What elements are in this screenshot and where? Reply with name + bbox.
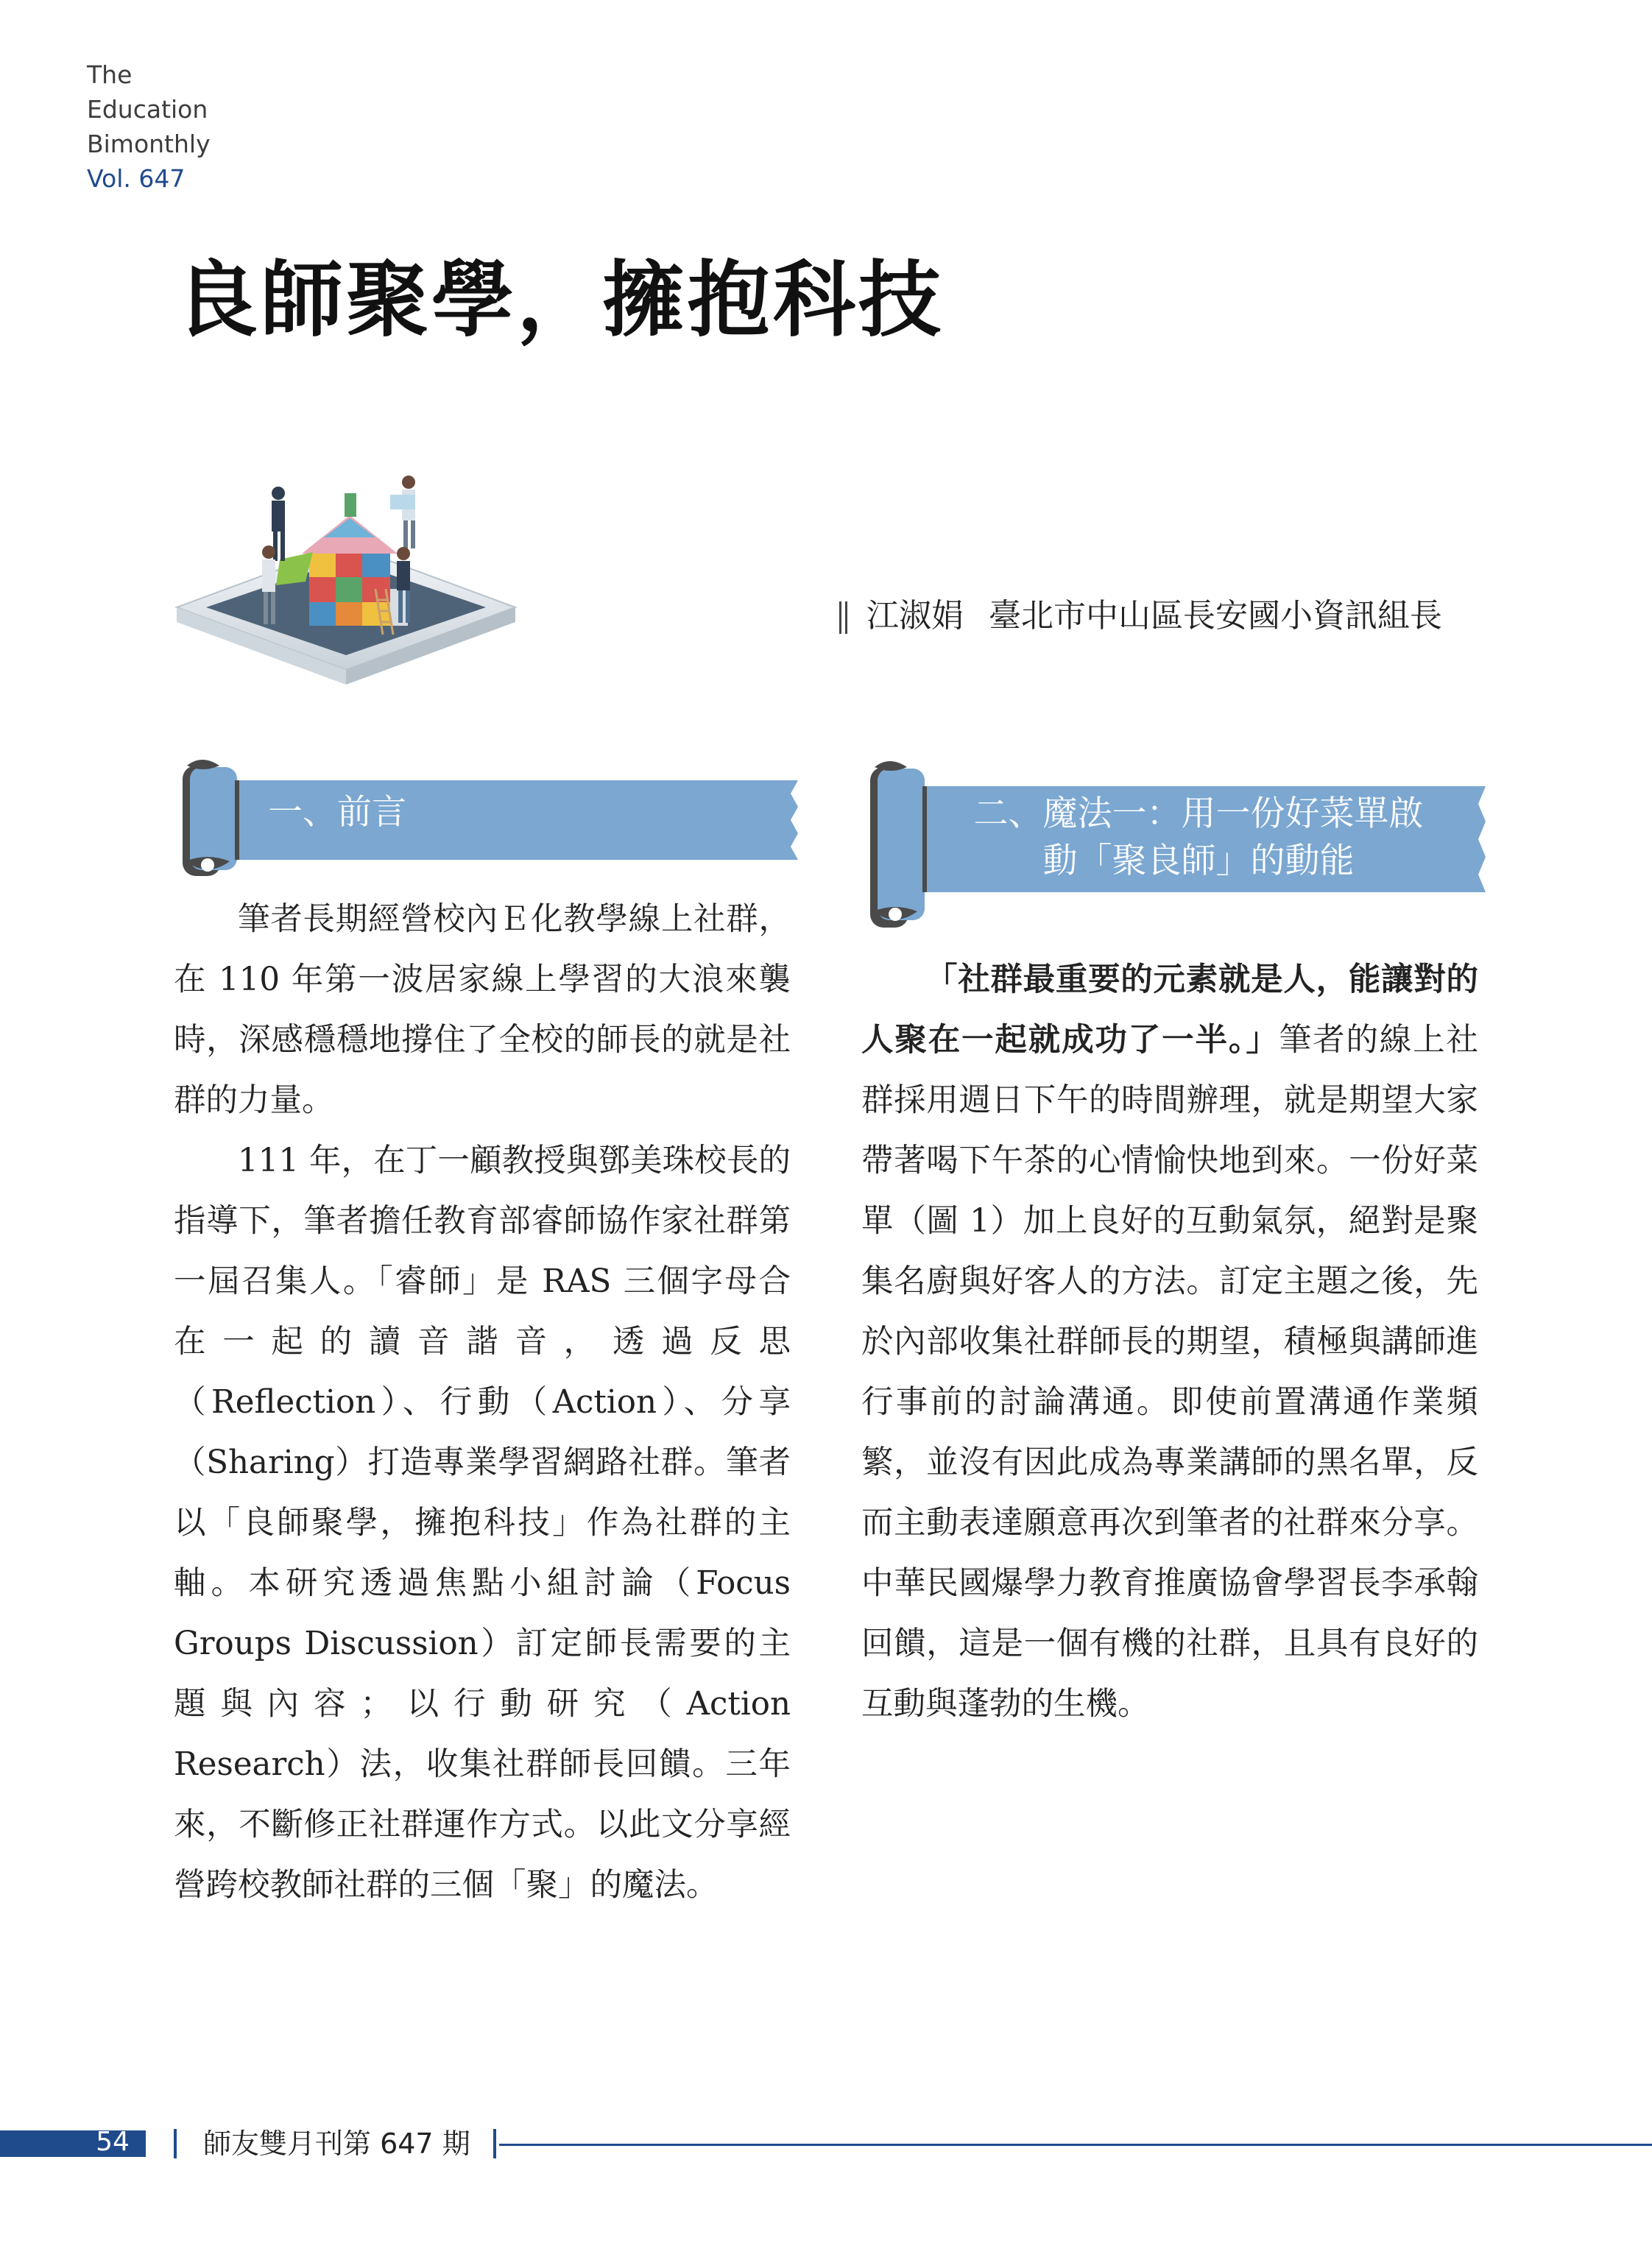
section-1-body <box>174 889 791 1915</box>
section-1-heading: 一、前言 <box>268 792 406 833</box>
paragraph-rest: 筆者的線上社群採用週日下午的時間辦理，就是期望大家帶著喝下午茶的心情愉快地到來。一份好菜單（圖 1）加上良好的互動氣氛，絕對是聚集名廚與好客人的方法。訂定主題之後，先於內部收集社群師長的期望，積極與講師進行事前的討論溝通。即使前置溝通作業頻繁，並沒有因此成為專業講師的黑名單，反而主動表達願意再次到筆者的社群來分享。中華民國爆學力教育推廣協會學習長李承翰回饋，這是一個有機的社群，且具有良好的互動與蓬勃的生機。 <box>861 1022 1479 1723</box>
masthead-line-1: The <box>87 60 133 89</box>
section-heading-banner <box>180 751 802 876</box>
author-name: 江淑娟 <box>866 597 964 635</box>
paragraph <box>861 950 1478 1734</box>
author-affiliation: 臺北市中山區長安國小資訊組長 <box>989 597 1442 635</box>
publication-name: 師友雙月刊第 647 期 <box>203 2127 470 2160</box>
paragraph: 筆者長期經營校內Ｅ化教學線上社群，在 110 年第一波居家線上學習的大浪來襲時，深感穩穩地撐住了全校的師長的就是社群的力量。 <box>174 901 791 1119</box>
section-2-heading-line-2: 動「聚良師」的動能 <box>1042 841 1355 881</box>
masthead <box>87 57 211 196</box>
footer-divider <box>493 2129 496 2158</box>
masthead-volume: Vol. 647 <box>87 164 186 193</box>
section-heading-banner <box>867 751 1490 928</box>
masthead-line-2: Education <box>87 95 208 124</box>
byline <box>839 589 1442 636</box>
section-2-body <box>861 950 1478 1734</box>
byline-marker <box>839 601 847 634</box>
team-building-illustration <box>169 442 523 721</box>
person-figure <box>390 476 415 548</box>
section-2-heading-line-1: 二、魔法一：用一份好菜單啟 <box>973 794 1424 834</box>
paragraph: 111 年，在丁一顧教授與鄧美珠校長的指導下，筆者擔任教育部睿師協作家社群第一屆召集人。「睿師」是 RAS 三個字母合在一起的讀音諧音，透過反思（Reflection）、行動（Action）、分享（Sharing）打造專業學習網路社群。筆者以「良師聚學，擁抱科技」作為社群的主軸。本研究透過焦點小組討論（Focus Groups Discussion）訂定師長需要的主題與內容；以行動研究（Action Research）法，收集社群師長回饋。三年來，不斷修正社群運作方式。以此文分享經營跨校教師社群的三個「聚」的魔法。 <box>174 1143 791 1904</box>
page-footer <box>0 2126 1652 2163</box>
footer-divider <box>174 2129 177 2158</box>
masthead-line-3: Bimonthly <box>87 130 211 158</box>
footer-rule <box>499 2144 1652 2146</box>
lead-quote: 「社群最重要的元素就是人，能讓對的人聚在一起就成功了一半。」 <box>861 961 1478 1059</box>
article-title: 良師聚學，擁抱科技 <box>175 253 944 348</box>
block-house <box>302 493 408 626</box>
page-number: 54 <box>96 2127 130 2157</box>
